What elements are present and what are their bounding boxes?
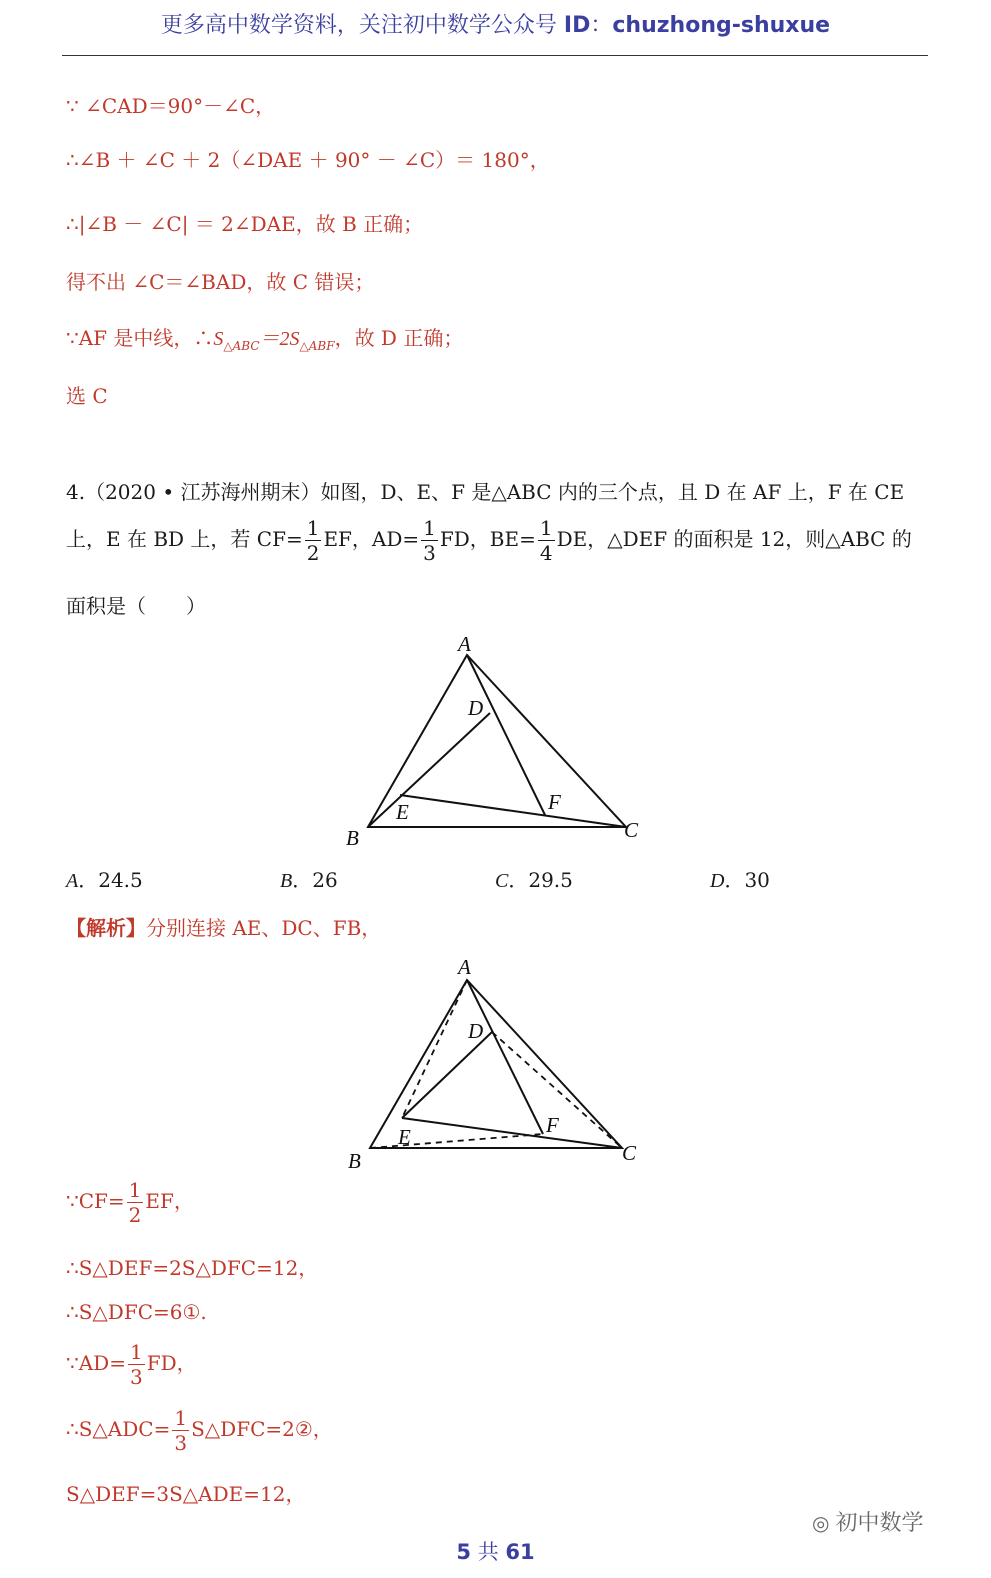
step-1b: EF， — [145, 1189, 194, 1213]
page-total: 61 — [505, 1540, 535, 1564]
fraction-third-1-den: 3 — [129, 1365, 143, 1389]
label-f-2: F — [546, 1113, 559, 1137]
option-d[interactable] — [710, 864, 770, 893]
option-a-letter: A — [66, 870, 79, 892]
segment-af — [467, 655, 545, 815]
solution-intro — [66, 912, 381, 941]
header-id-value: chuzhong-shuxue — [612, 13, 831, 38]
fraction-third-2-den: 3 — [174, 1431, 188, 1455]
fraction-1 — [305, 518, 322, 563]
fraction-3-num: 1 — [539, 516, 553, 540]
label-e: E — [396, 800, 409, 824]
fraction-2-num: 1 — [423, 516, 436, 540]
triangle-abc-2 — [370, 980, 622, 1148]
answer-line-5f: ，故 D 正确； — [334, 326, 464, 350]
option-c-letter: C — [495, 870, 509, 892]
answer-line-6: 选 C — [66, 384, 108, 408]
label-b-2: B — [348, 1149, 361, 1173]
dashed-fb — [370, 1134, 543, 1148]
fraction-3 — [538, 518, 555, 563]
page-footer — [0, 1536, 991, 1566]
label-f: F — [548, 790, 561, 814]
answer-line-3a: ∴|∠B － ∠C| ＝ 2∠DAE — [66, 212, 296, 236]
solution-step-6: S△DEF=3S△ADE=12， — [66, 1482, 306, 1506]
segment-bd — [368, 713, 490, 827]
option-d-value: ．30 — [724, 868, 770, 892]
option-a[interactable] — [66, 864, 143, 893]
fraction-half — [127, 1180, 144, 1225]
question-line-3: 面积是（ ） — [66, 594, 206, 618]
fraction-2 — [421, 518, 438, 563]
option-b-value: ．26 — [292, 868, 338, 892]
option-d-letter: D — [710, 870, 725, 892]
fraction-2-den: 3 — [423, 541, 436, 565]
fraction-3-den: 4 — [539, 541, 553, 565]
header-banner — [0, 8, 991, 39]
q-text-2c: FD，BE= — [439, 527, 536, 551]
label-c-2: C — [622, 1141, 637, 1165]
watermark — [812, 1506, 923, 1537]
watermark-text: 初中数学 — [835, 1511, 924, 1536]
step-1a: ∵CF= — [66, 1189, 125, 1213]
area-s2: ＝2S — [259, 328, 300, 350]
question-line-2 — [66, 518, 912, 563]
header-id-sep: ： — [590, 13, 613, 38]
answer-line-4: 得不出 ∠C＝∠BAD，故 C 错误； — [66, 270, 375, 294]
label-b: B — [346, 826, 359, 850]
step-4a: ∵AD= — [66, 1351, 126, 1375]
solution-step-1 — [66, 1180, 194, 1225]
header-text: 更多高中数学资料，关注初中数学公众号 — [160, 13, 564, 38]
fraction-third-1 — [128, 1342, 145, 1387]
area-s2-sub: △ABF — [299, 339, 335, 353]
answer-line-5 — [66, 322, 463, 353]
segment-ce-2 — [402, 1118, 622, 1148]
step-5b: S△DFC=2②， — [191, 1417, 333, 1441]
answer-line-3 — [66, 208, 423, 237]
fraction-half-num: 1 — [128, 1178, 142, 1202]
dashed-ae — [402, 980, 467, 1118]
fraction-third-1-num: 1 — [129, 1340, 143, 1364]
page-number: 5 — [456, 1540, 472, 1564]
step-4b: FD， — [146, 1351, 197, 1375]
triangle-figure — [330, 625, 660, 855]
label-c: C — [624, 818, 639, 842]
step-5a: ∴S△ADC= — [66, 1417, 171, 1441]
fraction-half-den: 2 — [128, 1203, 142, 1227]
q-text-2a: 上，E 在 BD 上，若 CF= — [66, 527, 303, 551]
option-b[interactable] — [280, 864, 338, 893]
answer-line-3b: ，故 B 正确； — [295, 212, 424, 236]
option-c[interactable] — [495, 864, 573, 893]
label-e-2: E — [398, 1125, 411, 1149]
fraction-1-num: 1 — [306, 516, 320, 540]
fraction-third-2-num: 1 — [174, 1406, 188, 1430]
solution-step-2: ∴S△DEF=2S△DFC=12， — [66, 1256, 319, 1280]
wechat-icon: ◎ — [812, 1511, 830, 1535]
header-id-label: ID — [563, 13, 591, 38]
fraction-1-den: 2 — [306, 541, 320, 565]
question-line-1: 4.（2020 • 江苏海州期末）如图，D、E、F 是△ABC 内的三个点，且 D 在 AF 上，F 在 CE — [66, 480, 905, 504]
q-text-2b: EF，AD= — [323, 527, 420, 551]
segment-ce — [400, 795, 626, 827]
option-a-value: ．24.5 — [78, 868, 143, 892]
label-d: D — [468, 696, 484, 720]
segment-bd-2 — [402, 1032, 492, 1118]
solution-step-3: ∴S△DFC=6①. — [66, 1300, 207, 1324]
fraction-third-2 — [172, 1408, 189, 1453]
label-d-2: D — [468, 1019, 484, 1043]
label-a: A — [458, 632, 471, 656]
header-rule — [62, 55, 928, 56]
option-b-letter: B — [280, 870, 293, 892]
segment-af-2 — [467, 980, 543, 1134]
solution-step-4 — [66, 1342, 197, 1387]
solution-step-5 — [66, 1408, 333, 1453]
answer-line-2: ∴∠B ＋ ∠C ＋ 2（∠DAE ＋ 90° － ∠C）＝ 180°， — [66, 148, 550, 172]
label-a-2: A — [458, 955, 471, 979]
page-sep: 共 — [471, 1540, 506, 1564]
area-s1: S — [213, 328, 224, 350]
solution-intro-text: 分别连接 AE、DC、FB， — [146, 916, 382, 940]
area-s1-sub: △ABC — [223, 339, 260, 353]
solution-tag: 【解析】 — [66, 916, 146, 940]
answer-line-5a: ∵AF 是中线，∴ — [66, 326, 214, 350]
option-c-value: ．29.5 — [508, 868, 573, 892]
triangle-figure-dashed — [330, 948, 660, 1178]
answer-line-1: ∵ ∠CAD＝90°－∠C， — [66, 94, 276, 118]
q-text-2d: DE，△DEF 的面积是 12，则△ABC 的 — [556, 527, 912, 551]
